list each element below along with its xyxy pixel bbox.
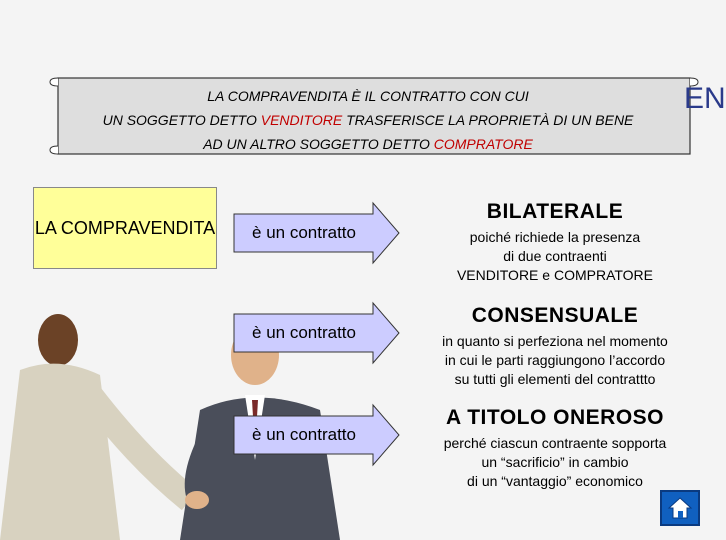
- body-3-line-2: un “sacrificio” in cambio: [481, 454, 629, 470]
- body-1-line-2: di due contraenti: [503, 248, 607, 264]
- subject-box: [33, 187, 217, 269]
- ghost-title-text: EN: [684, 82, 726, 115]
- banner-line-2: UN SOGGETTO DETTO VENDITORE TRASFERISCE LA PROPRIETÀ DI UN BENE: [102, 112, 634, 128]
- home-icon: [667, 496, 693, 520]
- arrow-row-1: [233, 202, 401, 264]
- heading-3: A TITOLO ONEROSO: [445, 406, 664, 429]
- heading-1: BILATERALE: [486, 200, 624, 223]
- description-bilaterale: [405, 200, 705, 285]
- home-button[interactable]: [660, 490, 700, 526]
- body-2-line-2: in cui le parti raggiungono l’accordo: [444, 352, 666, 368]
- arrow-label-3: è un contratto: [252, 425, 356, 444]
- banner-line-1: LA COMPRAVENDITA È IL CONTRATTO CON CUI: [207, 88, 529, 104]
- description-titolo-oneroso: [405, 406, 705, 491]
- arrow-label-2: è un contratto: [252, 323, 356, 342]
- arrow-row-3: [233, 404, 401, 466]
- body-3-line-1: perché ciascun contraente sopporta: [443, 435, 667, 451]
- description-consensuale: [405, 304, 705, 389]
- body-3-line-3: di un “vantaggio” economico: [467, 473, 643, 489]
- body-2-line-1: in quanto si perfeziona nel momento: [442, 333, 668, 349]
- definition-banner: [52, 72, 696, 158]
- banner-line-3: AD UN ALTRO SOGGETTO DETTO COMPRATORE: [203, 136, 533, 152]
- arrow-row-2: [233, 302, 401, 364]
- body-1-line-1: poiché richiede la presenza: [469, 229, 641, 245]
- heading-2: CONSENSUALE: [471, 304, 639, 327]
- arrow-label-1: è un contratto: [252, 223, 356, 242]
- body-2-line-3: su tutti gli elementi del contrattto: [454, 371, 656, 387]
- subject-label: LA COMPRAVENDITA: [34, 218, 216, 238]
- body-1-line-3: VENDITORE e COMPRATORE: [456, 267, 654, 283]
